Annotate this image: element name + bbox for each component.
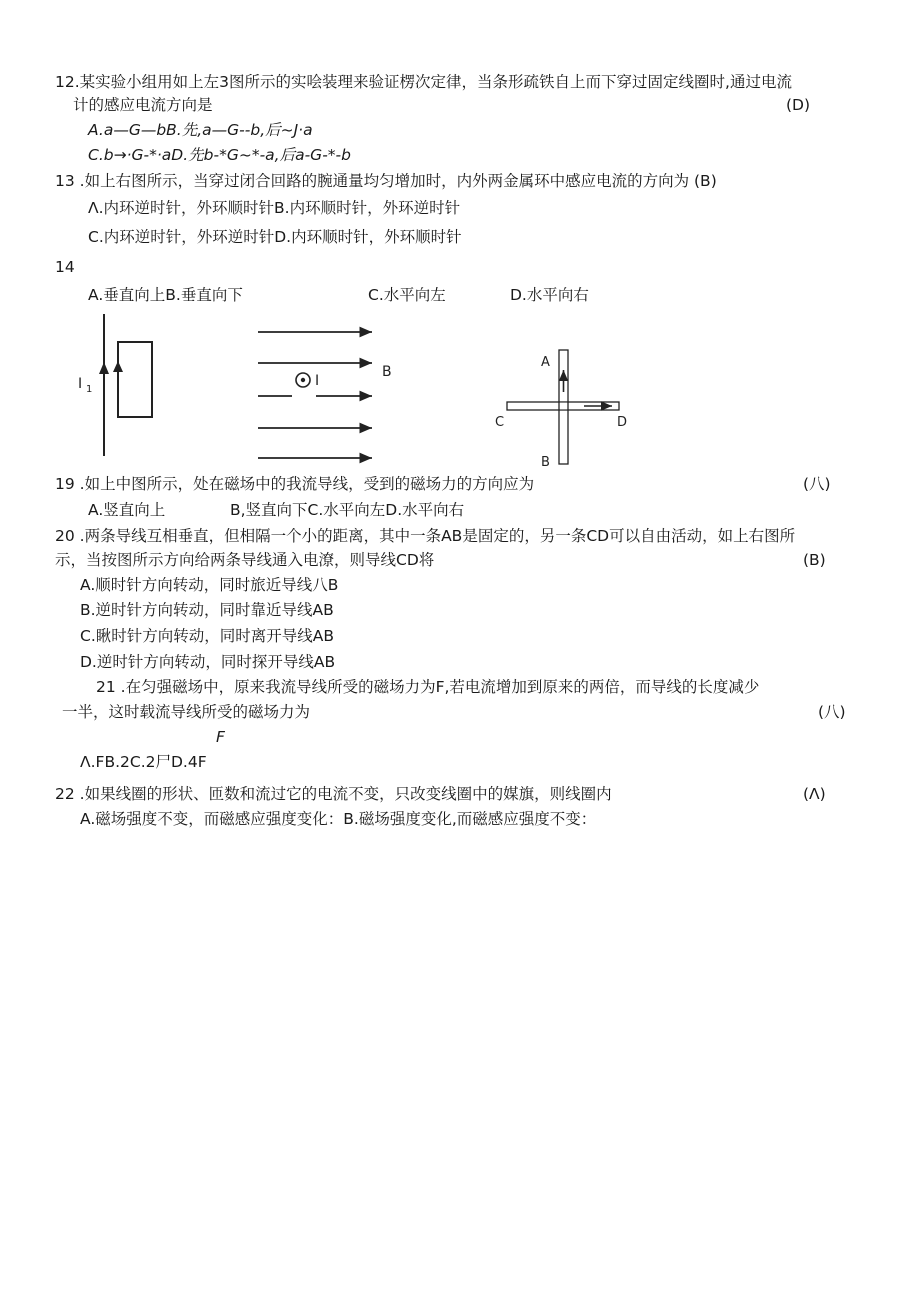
q22-stem: 22 .如果线圈的形状、匝数和流过它的电流不变，只改变线圈中的媒旗，则线圈内 [55,785,612,803]
figure-row [0,310,920,470]
q19-answer: (八) [803,475,831,493]
q13-stem: 13 .如上右图所示，当穿过闭合回路的腕通量均匀增加时，内外两金属环中感应电流的方向为 (B) [55,172,717,190]
figure-wire-loop [78,314,152,456]
label-D: D [617,415,628,430]
q12-stem-line2: 计的感应电流方向是 [73,96,213,114]
q20-option-b: B.逆时针方向转动，同时靠近导线AB [80,601,334,619]
q20-option-c: C.瞅时针方向转动，同时离开导线AB [80,627,334,645]
q21-fraction-F: F [216,728,225,746]
q20-option-d: D.逆时针方向转动，同时探开导线AB [80,653,336,671]
q14-number: 14 [55,258,75,276]
q14-option-ab: A.垂直向上B.垂直向下 [88,286,243,304]
figure-field-current [258,332,392,458]
q21-options: Λ.FB.2C.2尸D.4F [80,753,207,771]
q19-option-bcd: B,竖直向下C.水平向左D.水平向右 [230,501,465,519]
current-label-I1: I [78,376,83,392]
q12-option-cd: C.b→·G-*·aD.先b-*G~*-a,后a-G-*-b [88,146,351,164]
label-A: A [541,355,550,370]
label-B: B [541,455,550,470]
q13-option-ab: Λ.内环逆时针，外环顺时针B.内环顺时针，外环逆时针 [88,199,461,217]
q20-answer: (B) [803,551,826,569]
q20-stem-line2: 示，当按图所示方向给两条导线通入电潦，则导线CD将 [55,551,435,569]
q21-answer: (八) [818,703,846,721]
q20-option-a: A.顺时针方向转动，同时旅近导线八B [80,576,339,594]
rectangular-loop [118,342,152,417]
figure-crossed-wires [495,350,627,470]
label-C: C [495,415,505,430]
q19-stem: 19 .如上中图所示，处在磁场中的我流导线，受到的磁场力的方向应为 [55,475,535,493]
q22-option-ab: A.磁场强度不变，而磁感应强度变化：B.磁场强度变化,而磁感应强度不变： [80,810,597,828]
q14-option-d: D.水平向右 [510,286,589,304]
q22-answer: (Λ) [803,785,826,803]
wire-current-arrow [99,362,109,374]
q12-option-ab: A.a—G—bB.先,a—G--b,后~J·a [88,121,313,139]
current-label-I: I [315,373,320,389]
field-label-B: B [382,364,392,380]
q14-option-c: C.水平向左 [368,286,446,304]
q21-stem-line1: 21 .在匀强磁场中，原来我流导线所受的磁场力为F,若电流增加到原来的两倍，而导线的长度减少 [96,678,760,696]
q13-option-cd: C.内环逆时针，外环逆时针D.内环顺时针，外环顺时针 [88,228,462,246]
q21-stem-line2: 一半，这时载流导线所受的磁场力为 [62,703,311,721]
q19-option-a: A.竖直向上 [88,501,166,519]
loop-current-arrow [113,361,123,372]
q20-stem-line1: 20 .两条导线互相垂直，但相隔一个小的距离，其中一条AB是固定的，另一条CD可以自由活动，如上右图所 [55,527,796,545]
current-label-sub: 1 [86,384,93,395]
q12-stem-line1: 12.某实验小组用如上左3图所示的实哙装理来验证楞次定律，当条形疏铁自上而下穿过固定线圈时,通过电流 [55,73,792,91]
q12-answer: (D) [786,96,811,114]
